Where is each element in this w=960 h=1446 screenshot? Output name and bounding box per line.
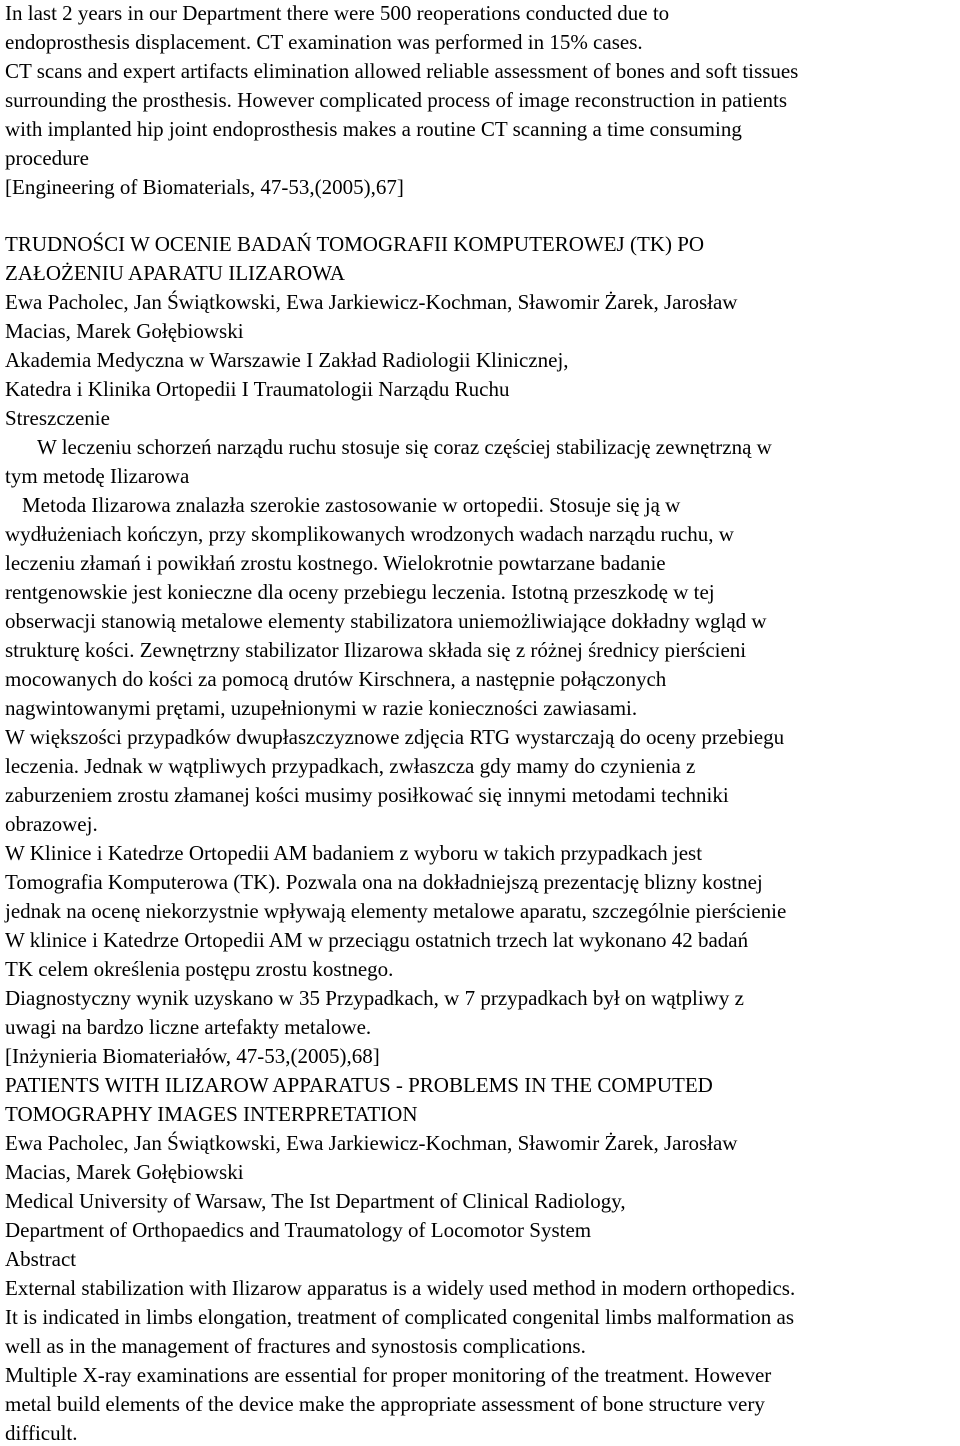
affiliation-line-3: Medical University of Warsaw, The Ist Department of Clinical Radiology, xyxy=(5,1189,626,1213)
text-line-23: strukturę kości. Zewnętrzny stabilizator Ilizarowa składa się z różnej średnicy pierścieni xyxy=(5,638,747,662)
text-line-26: W większości przypadków dwupłaszczyznowe zdjęcia RTG wystarczają do oceny przebiegu xyxy=(5,725,785,749)
text-line-30: W Klinice i Katedrze Ortopedii AM badaniem z wyboru w takich przypadkach jest xyxy=(5,841,703,865)
text-line-1: In last 2 years in our Department there were 500 reoperations conducted due to xyxy=(5,1,670,25)
text-line-46: It is indicated in limbs elongation, treatment of complicated congenital limbs malformation as xyxy=(5,1305,795,1329)
text-line-29: obrazowej. xyxy=(5,812,98,836)
text-line-6: procedure xyxy=(5,146,89,170)
text-line-2: endoprosthesis displacement. CT examination was performed in 15% cases. xyxy=(5,30,643,54)
section-heading-streszczenie: Streszczenie xyxy=(5,406,110,430)
text-line-24: mocowanych do kości za pomocą drutów Kirschnera, a następnie połączonych xyxy=(5,667,667,691)
english-title-line-2: TOMOGRAPHY IMAGES INTERPRETATION xyxy=(5,1102,418,1126)
text-line-50: difficult. xyxy=(5,1421,78,1445)
text-line-17: tym metodę Ilizarowa xyxy=(5,464,190,488)
authors-line-4: Macias, Marek Gołębiowski xyxy=(5,1160,244,1184)
text-line-45: External stabilization with Ilizarow apparatus is a widely used method in modern orthopedics. xyxy=(5,1276,796,1300)
text-line-27: leczenia. Jednak w wątpliwych przypadkach, zwłaszcza gdy mamy do czynienia z xyxy=(5,754,696,778)
text-line-32: jednak na ocenę niekorzystnie wpływają elementy metalowe aparatu, szczególnie pierścienie xyxy=(5,899,787,923)
reference-line: [Engineering of Biomaterials, 47-53,(2005),67] xyxy=(5,175,404,199)
text-line-47: well as in the management of fractures and synostosis complications. xyxy=(5,1334,586,1358)
authors-line-3: Ewa Pacholec, Jan Świątkowski, Ewa Jarkiewicz-Kochman, Sławomir Żarek, Jarosław xyxy=(5,1131,738,1155)
text-line-34: TK celem określenia postępu zrostu kostnego. xyxy=(5,957,394,981)
text-line-25: nagwintowanymi prętami, uzupełnionymi w razie konieczności zawiasami. xyxy=(5,696,638,720)
text-line-16: W leczeniu schorzeń narządu ruchu stosuje się coraz częściej stabilizację zewnętrzną w xyxy=(37,435,772,459)
affiliation-line-2: Katedra i Klinika Ortopedii I Traumatologii Narządu Ruchu xyxy=(5,377,510,401)
section-heading-abstract: Abstract xyxy=(5,1247,77,1271)
english-title-line-1: PATIENTS WITH ILIZAROW APPARATUS - PROBLEMS IN THE COMPUTED xyxy=(5,1073,713,1097)
affiliation-line-1: Akademia Medyczna w Warszawie I Zakład Radiologii Klinicznej, xyxy=(5,348,569,372)
polish-title-line-1: TRUDNOŚCI W OCENIE BADAŃ TOMOGRAFII KOMPUTEROWEJ (TK) PO xyxy=(5,232,705,256)
polish-title-line-2: ZAŁOŻENIU APARATU ILIZAROWA xyxy=(5,261,345,285)
text-line-20: leczeniu złamań i powikłań zrostu kostnego. Wielokrotnie powtarzane badanie xyxy=(5,551,666,575)
authors-line-2: Macias, Marek Gołębiowski xyxy=(5,319,244,343)
text-line-4: surrounding the prosthesis. However complicated process of image reconstruction in patients xyxy=(5,88,788,112)
text-line-5: with implanted hip joint endoprosthesis makes a routine CT scanning a time consuming xyxy=(5,117,742,141)
text-line-35: Diagnostyczny wynik uzyskano w 35 Przypadkach, w 7 przypadkach był on wątpliwy z xyxy=(5,986,744,1010)
authors-line-1: Ewa Pacholec, Jan Świątkowski, Ewa Jarkiewicz-Kochman, Sławomir Żarek, Jarosław xyxy=(5,290,738,314)
text-line-22: obserwacji stanowią metalowe elementy stabilizatora uniemożliwiające dokładny wgląd w xyxy=(5,609,767,633)
text-line-19: wydłużeniach kończyn, przy skomplikowanych wrodzonych wadach narządu ruchu, w xyxy=(5,522,734,546)
text-line-31: Tomografia Komputerowa (TK). Pozwala ona na dokładniejszą prezentację blizny kostnej xyxy=(5,870,763,894)
text-line-28: zaburzeniem zrostu złamanej kości musimy posiłkować się innymi metodami techniki xyxy=(5,783,729,807)
text-line-36: uwagi na bardzo liczne artefakty metalowe. xyxy=(5,1015,372,1039)
affiliation-line-4: Department of Orthopaedics and Traumatology of Locomotor System xyxy=(5,1218,592,1242)
text-line-18: Metoda Ilizarowa znalazła szerokie zastosowanie w ortopedii. Stosuje się ją w xyxy=(22,493,681,517)
text-line-49: metal build elements of the device make the appropriate assessment of bone structure very xyxy=(5,1392,765,1416)
reference-line-2: [Inżynieria Biomateriałów, 47-53,(2005),68] xyxy=(5,1044,380,1068)
text-line-48: Multiple X-ray examinations are essential for proper monitoring of the treatment. However xyxy=(5,1363,772,1387)
text-line-33: W klinice i Katedrze Ortopedii AM w przeciągu ostatnich trzech lat wykonano 42 badań xyxy=(5,928,749,952)
text-line-21: rentgenowskie jest konieczne dla oceny przebiegu leczenia. Istotną przeszkodę w tej xyxy=(5,580,715,604)
text-line-3: CT scans and expert artifacts elimination allowed reliable assessment of bones and soft tissues xyxy=(5,59,799,83)
